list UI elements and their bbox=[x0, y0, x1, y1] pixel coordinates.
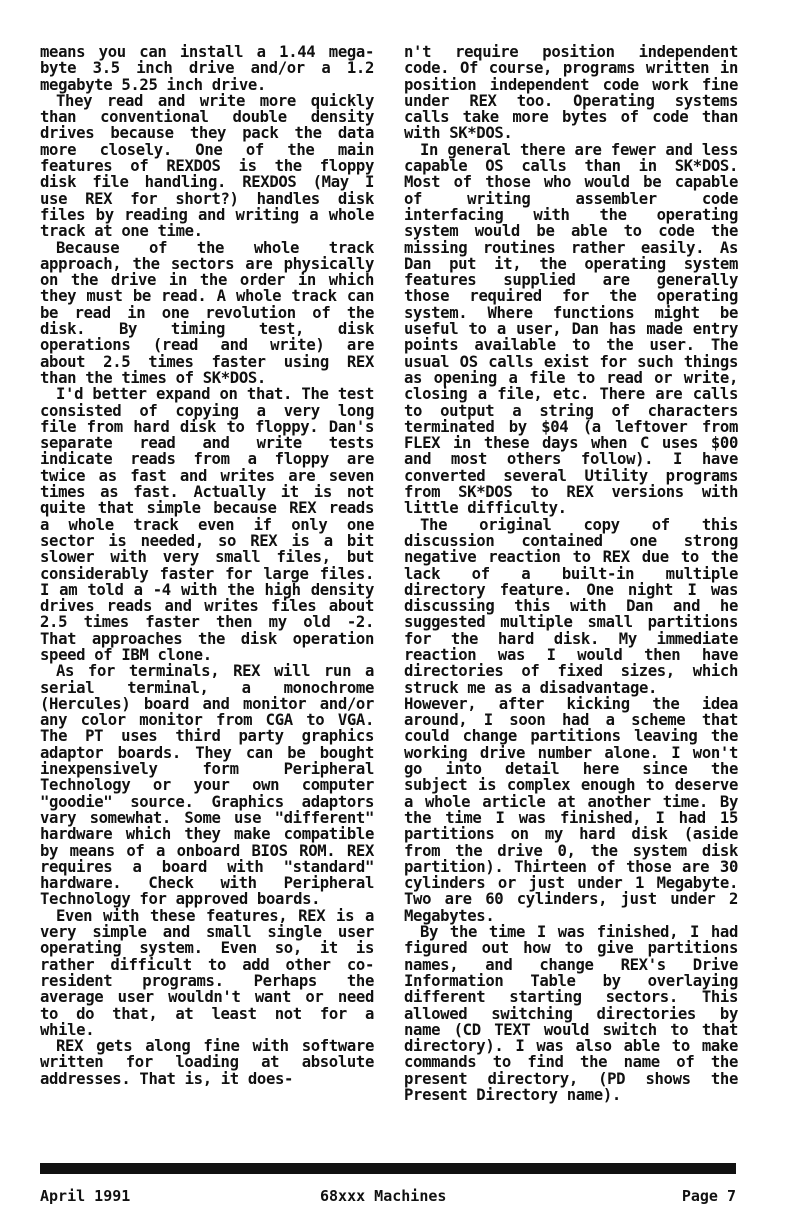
footer-publication: 68xxx Machines bbox=[320, 1187, 447, 1205]
footer-page-number: Page 7 bbox=[681, 1187, 736, 1205]
left-column bbox=[40, 44, 374, 1087]
paragraph: In general there are fewer and less capable OS calls than in SK*DOS. Most of those who would be capable of writing assembler code interfacing with the operating system would be able to code the missing routines rather easily. As Dan put it, the operating system features supplied are generally those required for the operating system. Where functions might be useful to a user, Dan has made entry points available to the user. The usual OS calls exist for such things as opening a file to read or write, closing a file, etc. There are calls to output a string of characters terminated by $04 (a leftover from FLEX in these days when C uses $00 and most others follow). I have converted several Utility programs from SK*DOS to REX versions with little difficulty. bbox=[404, 140, 738, 518]
footer-date: April 1991 bbox=[40, 1187, 131, 1205]
right-column bbox=[404, 44, 738, 1103]
paragraph: By the time I was finished, I had figured out how to give partitions names, and change REX's Drive Information Table by overlaying different starting sectors. This allowed switching directories by name (CD TEXT would switch to that directory). I was also able to make commands to find the name of the present directory, (PD shows the Present Directory name). bbox=[404, 923, 738, 1104]
paragraph: Even with these features, REX is a very simple and small single user operating system. Even so, it is rather difficult to add other co-resident programs. Perhaps the average user wouldn't want or need to do that, at least not for a while. bbox=[40, 906, 374, 1039]
paragraph: REX gets along fine with software written for loading at absolute addresses. That is, it does- bbox=[40, 1037, 374, 1088]
page-footer bbox=[40, 1187, 736, 1207]
paragraph: Because of the whole track approach, the sectors are physically on the drive in the order in which they must be read. A whole track can be read in one revolution of the disk. By timing test, disk operations (read and write) are about 2.5 times faster using REX than the times of SK*DOS. bbox=[40, 238, 374, 387]
paragraph: The original copy of this discussion contained one strong negative reaction to REX due to the lack of a built-in multiple directory feature. One night I was discussing this with Dan and he suggested multiple small partitions for the hard disk. My immediate reaction was I would then have directories of fixed sizes, which struck me as a disadvantage. bbox=[404, 515, 738, 697]
paragraph: n't require position independent code. Of course, programs written in position independent code work fine under REX too. Operating systems calls take more bytes of code than with SK*DOS. bbox=[404, 43, 738, 143]
paragraph: I'd better expand on that. The test consisted of copying a very long file from hard disk to floppy. Dan's separate read and write tests indicate reads from a floppy are twice as fast and writes are seven times as fast. Actually it is not quite that simple because REX reads a whole track even if only one sector is needed, so REX is a bit slower with very small files, but considerably faster for large files. I am told a -4 with the high density drives reads and writes files about 2.5 times faster then my old -2. That approaches the disk operation speed of IBM clone. bbox=[40, 385, 374, 664]
paragraph: However, after kicking the idea around, I soon had a scheme that could change partitions leaving the working drive number alone. I won't go into detail here since the subject is complex enough to deserve a whole article at another time. By the time I was finished, I had 15 partitions on my hard disk (aside from the drive 0, the system disk partition). Thirteen of those are 30 cylinders or just under 1 Megabyte. Two are 60 cylinders, just under 2 Megabytes. bbox=[404, 694, 738, 925]
paragraph: means you can install a 1.44 mega-byte 3.5 inch drive and/or a 1.2 megabyte 5.25 inch drive. bbox=[40, 43, 374, 94]
paragraph: As for terminals, REX will run a serial terminal, a monochrome (Hercules) board and monitor and/or any color monitor from CGA to VGA. The PT uses third party graphics adaptor boards. They can be bought inexpensively form Peripheral Technology or your own computer "goodie" source. Graphics adaptors vary somewhat. Some use "different" hardware which they make compatible by means of a onboard BIOS ROM. REX requires a board with "standard" hardware. Check with Peripheral Technology for approved boards. bbox=[40, 662, 374, 909]
paragraph: They read and write more quickly than conventional double density drives because they pack the data more closely. One of the main features of REXDOS is the floppy disk file handling. REXDOS (May I use REX for short?) handles disk files by reading and writing a whole track at one time. bbox=[40, 91, 374, 241]
footer-rule bbox=[40, 1163, 736, 1174]
